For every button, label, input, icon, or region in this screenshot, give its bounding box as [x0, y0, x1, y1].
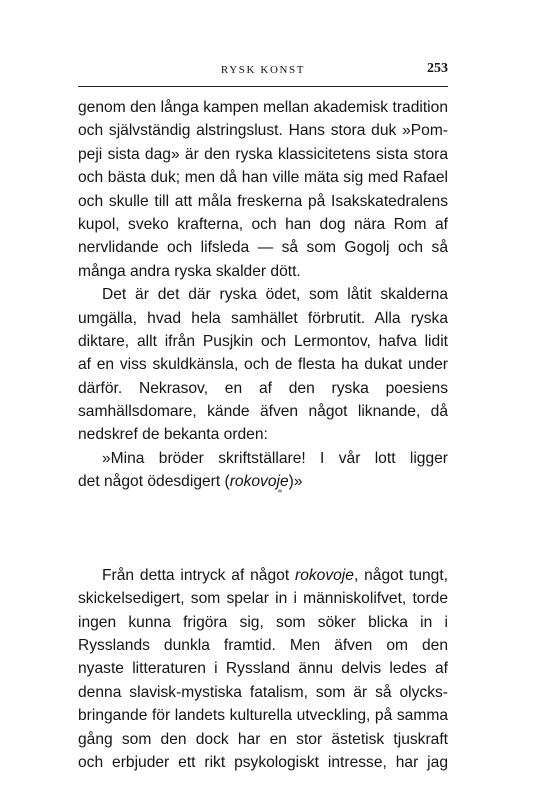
text-line: gång som den dock har en stor ästetisk tjuskraft [78, 730, 448, 748]
text-line: och skulle till att måla freskerna på Isakskatedralens [78, 192, 448, 210]
text-segment: , något tungt, [353, 566, 448, 584]
text-line: denna slavisk-mystiska fatalism, som är så olycks- [78, 683, 448, 701]
running-head: RYSK KONST [220, 64, 306, 76]
section-break-asterism: * [277, 488, 283, 499]
text-line: och bästa duk; men då han ville mäta sig med Rafael [78, 169, 448, 187]
italic-word: rokovoje [295, 566, 354, 584]
text-line: nedskref de bekanta orden: [78, 426, 268, 444]
text-line: och självständig alstringslust. Hans stora duk »Pom- [78, 122, 448, 140]
text-line: diktare, allt ifrån Pusjkin och Lermontov, hafva lidit [78, 332, 448, 350]
text-line: skickelsedigert, som spelar in i människolifvet, torde [78, 590, 448, 608]
text-line: genom den långa kampen mellan akademisk tradition [78, 99, 448, 116]
body-text [78, 96, 448, 774]
text-line: kupol, sveko krafterna, och han dog nära Rom af [78, 215, 448, 233]
text-line: peji sista dag» är den ryska klassicitetens sista stora [78, 145, 448, 163]
text-line: nyaste litteraturen i Ryssland ännu delvis ledes af [78, 660, 448, 678]
text-line: ingen kunna frigöra sig, som söker blicka in i [78, 613, 448, 631]
quote-text: )» [288, 473, 303, 491]
page-number: 253 [427, 61, 448, 76]
quote-text: det något ödesdigert ( [78, 473, 230, 491]
text-line: Rysslands dunkla framtid. Men äfven om den [78, 636, 448, 654]
text-line: därför. Nekrasov, en af den ryska poesiens [78, 379, 448, 397]
blank-line [78, 540, 448, 563]
text-segment: Från detta intryck af något [102, 566, 295, 584]
text-line: samhällsdomare, kände äfven något liknande, då [78, 403, 448, 421]
page-header [78, 61, 448, 81]
header-rule [78, 86, 448, 87]
text-line: af en viss skuldkänsla, och de flesta ha dukat under [78, 356, 448, 374]
text-line: nervlidande och lifsleda — så som Gogolj och så [78, 239, 448, 257]
blank-line [78, 517, 448, 540]
text-line: och erbjuder ett rikt psykologiskt intresse, har jag [78, 753, 448, 771]
text-line: umgälla, hvad hela samhället förbrutit. Alla ryska [78, 309, 448, 327]
text-line: bringande för landets kulturella utveckling, på samma [78, 707, 448, 725]
quote-italic-word: rokovoje [229, 473, 289, 491]
text-line [78, 564, 448, 587]
quote-line: »Mina bröder skriftställare! I vår lott ligger [102, 449, 448, 467]
text-line: många andra ryska skalder dött. [78, 262, 301, 280]
text-line: Det är det där ryska ödet, som låtit skalderna [102, 286, 448, 304]
